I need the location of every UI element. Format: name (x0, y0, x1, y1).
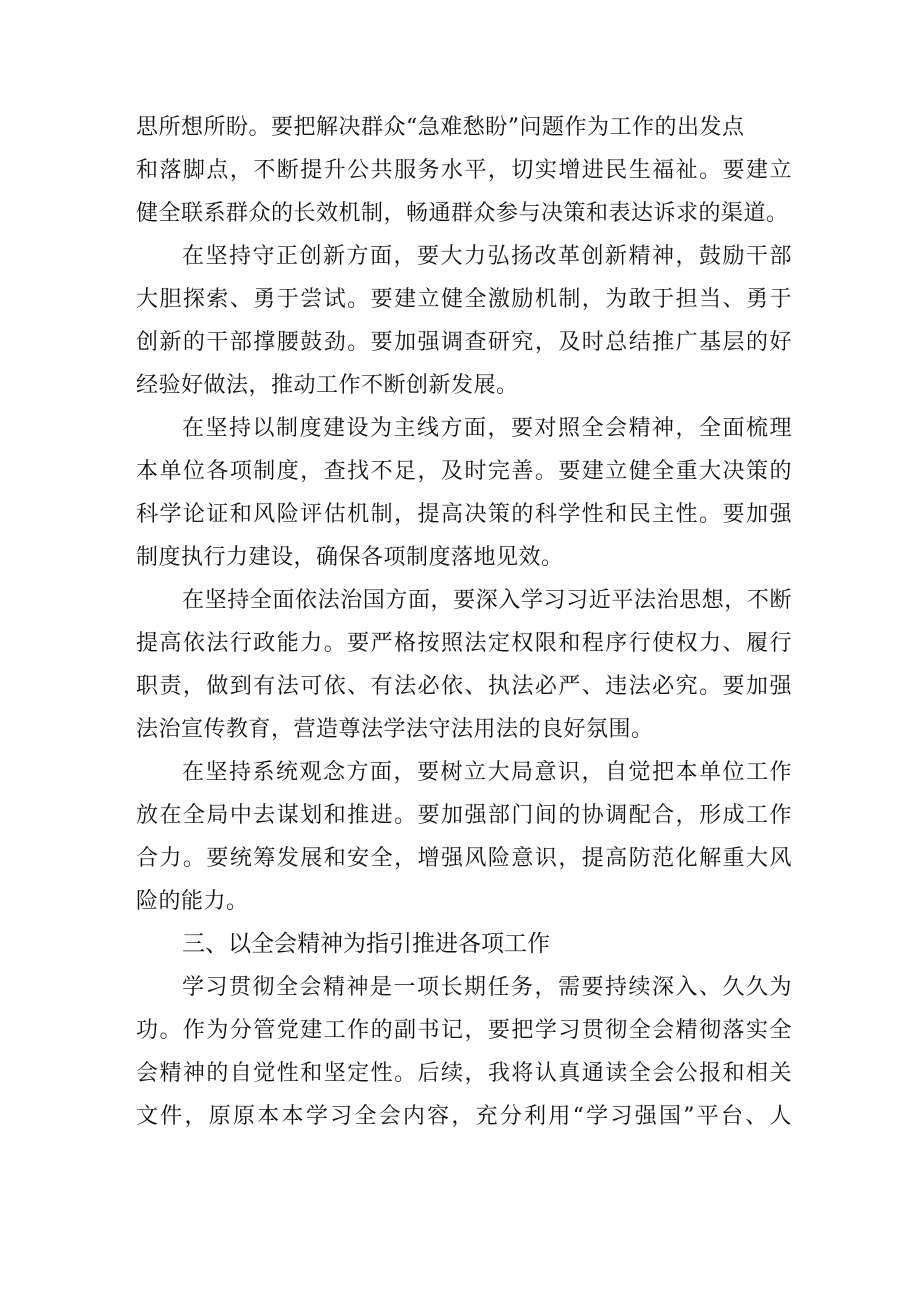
text-line: 本单位各项制度，查找不足，及时完善。要建立健全重大决策的 (136, 459, 792, 484)
paragraph-start-line: 在坚持以制度建设为主线方面，要对照全会精神，全面梳理 (182, 416, 792, 441)
text-line: 功。作为分管党建工作的副书记，要把学习贯彻全会精彻落实全 (136, 1018, 792, 1043)
paragraph-start-line: 在坚持全面依法治国方面，要深入学习习近平法治思想，不断 (182, 588, 792, 613)
text-line: 科学论证和风险评估机制，提高决策的科学性和民主性。要加强 (136, 502, 792, 527)
text-line: 职责，做到有法可依、有法必依、执法必严、违法必究。要加强 (136, 674, 792, 699)
paragraph-start-line: 在坚持守正创新方面，要大力弘扬改革创新精神，鼓励干部 (182, 244, 792, 269)
text-line: 提高依法行政能力。要严格按照法定权限和程序行使权力、履行 (136, 631, 792, 656)
text-line: 大胆探索、勇于尝试。要建立健全激励机制，为敢于担当、勇于 (136, 287, 792, 312)
text-line: 放在全局中去谋划和推进。要加强部门间的协调配合，形成工作 (136, 803, 792, 828)
text-line: 制度执行力建设，确保各项制度落地见效。 (136, 545, 564, 570)
text-line: 思所想所盼。要把解决群众“急难愁盼”问题作为工作的出发点 (136, 115, 745, 140)
text-line: 健全联系群众的长效机制，畅通群众参与决策和表达诉求的渠道。 (136, 201, 789, 226)
document-body (136, 106, 792, 1138)
section-heading: 三、以全会精神为指引推进各项工作 (182, 931, 550, 957)
text-line: 和落脚点，不断提升公共服务水平，切实增进民生福祉。要建立 (136, 158, 792, 183)
text-line: 险的能力。 (136, 889, 249, 914)
text-line: 经验好做法，推动工作不断创新发展。 (136, 373, 519, 398)
text-line: 文件，原原本本学习全会内容，充分利用“学习强国”平台、人 (136, 1104, 792, 1129)
text-line: 会精神的自觉性和坚定性。后续，我将认真通读全会公报和相关 (136, 1061, 792, 1086)
paragraph-start-line: 学习贯彻全会精神是一项长期任务，需要持续深入、久久为 (182, 975, 792, 1000)
text-line: 创新的干部撑腰鼓劲。要加强调查研究，及时总结推广基层的好 (136, 330, 792, 355)
paragraph-start-line: 在坚持系统观念方面，要树立大局意识，自觉把本单位工作 (182, 760, 792, 785)
text-line: 法治宣传教育，营造尊法学法守法用法的良好氛围。 (136, 717, 654, 742)
text-line: 合力。要统筹发展和安全，增强风险意识，提高防范化解重大风 (136, 846, 792, 871)
